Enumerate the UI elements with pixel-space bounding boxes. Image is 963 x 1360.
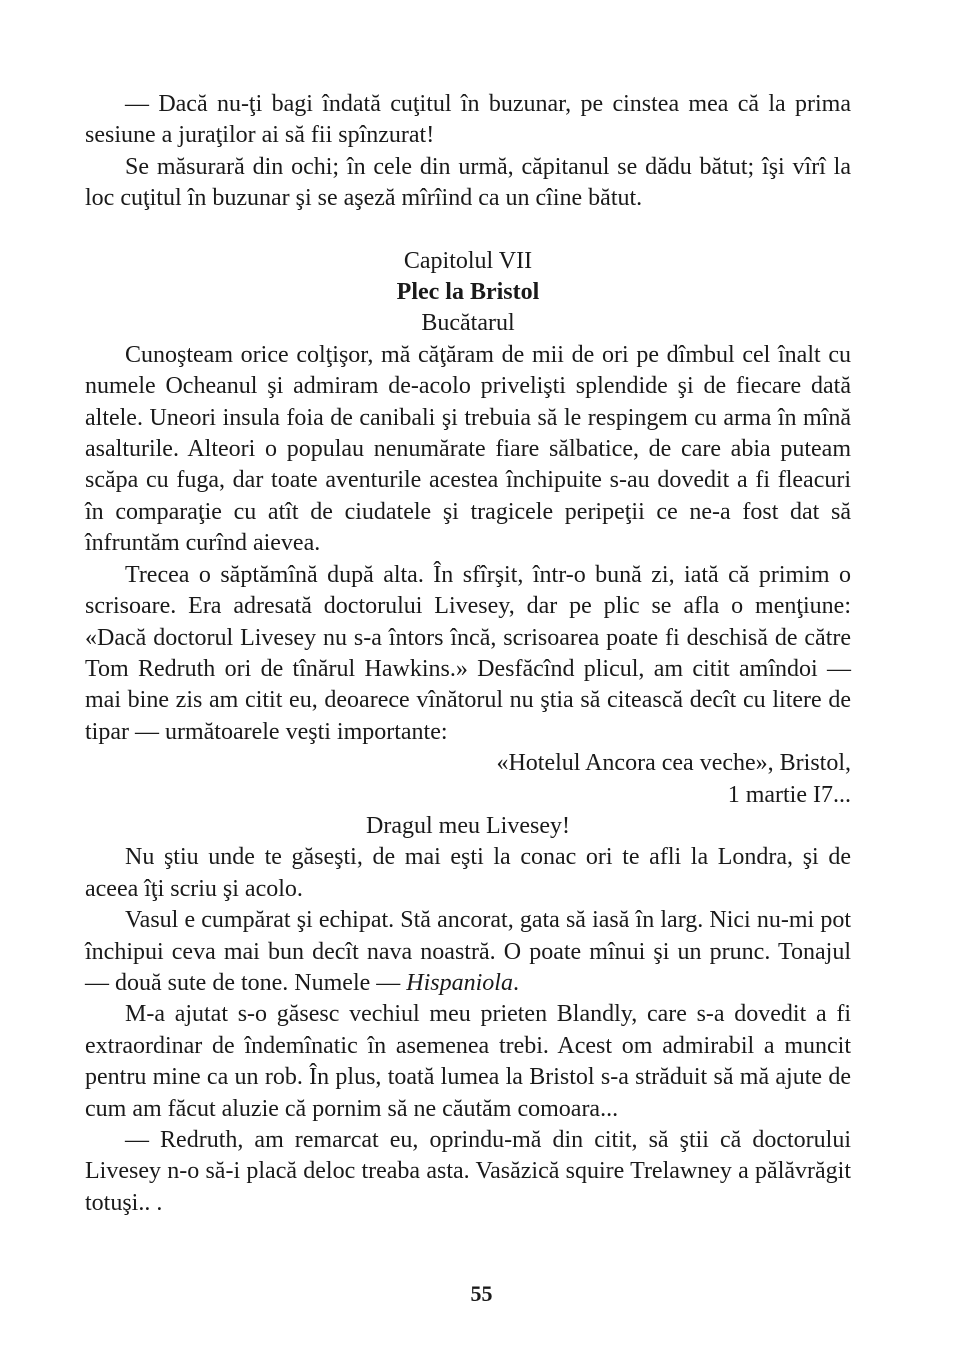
narrative-paragraph: Trecea o săptămînă după alta. În sfîrşit, într-o bună zi, iată că primim o scrisoare. Era adresată doctorului Livesey, dar pe plic se afla o menţiune: «Dacă doctorul Livesey nu s-a întors încă, scrisoarea poate fi deschisă de către Tom Redruth ori de tînărul Hawkins.» Desfăcînd plicul, am citit amîndoi — mai bine zis am citit eu, deoarece vînătorul nu ştia să citească decît cu litere de tipar — următoarele veşti importante: <box>85 561 851 745</box>
letter-salutation: Dragul meu Livesey! <box>366 812 570 839</box>
chapter-subtitle: Bucătarul <box>421 310 515 337</box>
letter-date: 1 martie I7... <box>727 781 851 808</box>
letter-paragraph-end: . <box>512 969 519 996</box>
narrative-paragraph: Cunoşteam orice colţişor, mă căţăram de mii de ori pe dîmbul cel înalt cu numele Ocheanul şi admiram de-acolo privelişti splendide şi de fiecare dată altele. Uneori insula foia de canibali şi trebuia să le respingem cu arma în mînă asalturile. Alteori o populau nenumărate fiare sălbatice, de care abia puteam scăpa cu fuga, dar toate aventurile acestea închipuite s-au dovedit a fi fleacuri în comparaţie cu atît de ciudatele şi tragicele peripeţii ce ne-a fost dat să înfruntăm curînd aievea. <box>85 341 851 557</box>
letter-paragraph <box>85 905 851 999</box>
dialogue-paragraph: — Redruth, am remarcat eu, oprindu-mă din citit, să ştii că doctorului Livesey n-o să-i placă deloc treaba asta. Vasăzică squire Trelawney a pălăvrăgit totuşi.. . <box>85 1127 851 1216</box>
page-number: 55 <box>470 1281 493 1306</box>
dialogue-paragraph: — Dacă nu-ţi bagi îndată cuţitul în buzunar, pe cinstea mea că la prima sesiune a juraţilor ai să fii spînzurat! <box>85 91 851 149</box>
chapter-number: Capitolul VII <box>403 247 533 274</box>
chapter-title: Plec la Bristol <box>396 279 540 306</box>
letter-paragraph-text: Vasul e cumpărat şi echipat. Stă ancorat, gata să iasă în larg. Nici nu-mi pot închipui ceva mai bun decît nava noastră. O poate mînui şi un prunc. Tonajul — două sute de tone. Numele — <box>85 907 851 996</box>
letter-paragraph: M-a ajutat s-o găsesc vechiul meu prieten Blandly, care s-a dovedit a fi extraordinar de îndemînatic în asemenea trebi. Acest om admirabil a muncit pentru mine ca un rob. În plus, toată lumea la Bristol s-a străduit să mă ajute de cum am făcut aluzie că pornim să ne căutăm comoara... <box>85 1001 851 1122</box>
narrative-paragraph: Se măsurară din ochi; în cele din urmă, căpitanul se dădu bătut; îşi vîrî la loc cuţitul în buzunar şi se aşeză mîrîind ca un cîine bătut. <box>85 153 851 212</box>
letter-paragraph: Nu ştiu unde te găseşti, de mai eşti la conac ori te afli la Londra, şi de aceea îţi scriu şi acolo. <box>85 844 851 902</box>
letter-address: «Hotelul Ancora cea veche», Bristol, <box>496 750 851 777</box>
ship-name: Hispaniola <box>406 969 513 996</box>
section-spacer <box>85 215 851 246</box>
page-body <box>85 89 851 1219</box>
